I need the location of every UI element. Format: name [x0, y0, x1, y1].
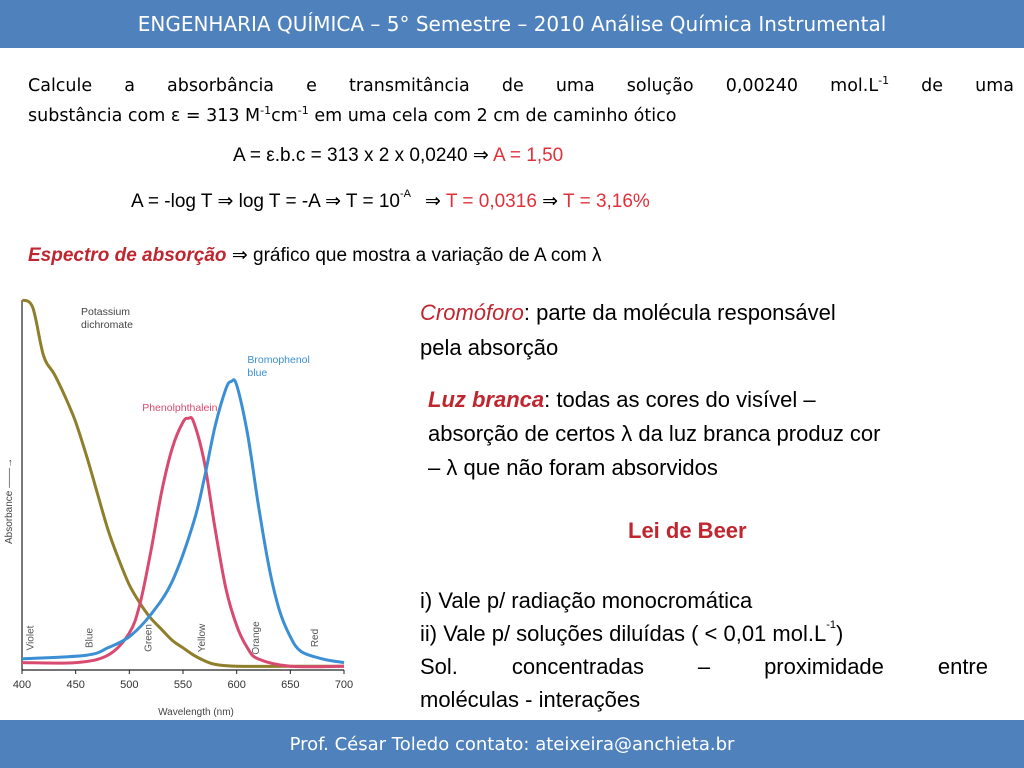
- lambda-symbol: λ: [446, 455, 458, 480]
- beer-item-ii-sup: -1: [826, 619, 836, 631]
- problem-line-1-text: Calcule a absorbância e transmitância de uma solução 0,00240 mol.L: [28, 76, 879, 96]
- eq2-result-2: T = 3,16%: [558, 191, 650, 212]
- cromoforo-term: Cromóforo: [420, 300, 524, 325]
- lambda-symbol: λ: [621, 421, 633, 446]
- implies-arrow-icon: ⇒: [472, 144, 489, 166]
- eq1-result: A = 1,50: [488, 145, 564, 166]
- beer-item-ii-end: ): [835, 621, 844, 646]
- problem-line-1-sup: -1: [878, 74, 890, 87]
- x-tick-label: 700: [334, 679, 354, 691]
- luz-term: Luz branca: [428, 387, 545, 412]
- eq2-pre: A = -log T: [131, 191, 218, 212]
- lei-de-beer-title: Lei de Beer: [628, 518, 747, 543]
- implies-arrow-icon: ⇒: [542, 190, 559, 212]
- luz-line-2-pre: absorção de certos: [428, 421, 622, 446]
- header-title: ENGENHARIA QUÍMICA – 5° Semestre – 2010 Análise Química Instrumental: [137, 12, 887, 36]
- beer-item-ii: [420, 621, 843, 647]
- series-label: Phenolphthalein: [142, 402, 218, 414]
- x-axis-label: Wavelength (nm): [158, 707, 234, 718]
- series-label: Potassium: [81, 305, 131, 318]
- problem-line-1: [28, 76, 1014, 96]
- footer-bar: [0, 720, 1024, 768]
- header-bar: [0, 0, 1024, 48]
- beer-sol-line-2: moléculas - interações: [420, 687, 641, 712]
- unit-cm: cm: [271, 106, 298, 126]
- eq2-mid1: log T = -A: [233, 191, 326, 212]
- eq2-mid2: T = 10: [341, 191, 400, 212]
- problem-line-2-mid: = 313 M: [180, 106, 261, 126]
- lambda-symbol: λ: [592, 245, 602, 266]
- beer-item-i: i) Vale p/ radiação monocromática: [420, 588, 753, 613]
- spectrum-term: Espectro de absorção: [28, 245, 227, 266]
- luz-line-2: [428, 421, 881, 447]
- x-tick-label: 600: [227, 679, 246, 691]
- series-label: dichromate: [81, 318, 133, 331]
- luz-line-3-pre: –: [428, 455, 447, 480]
- series-label: Bromophenol: [247, 353, 310, 366]
- implies-arrow-icon: ⇒: [425, 190, 441, 212]
- color-band-label: Blue: [84, 627, 96, 649]
- cromoforo-line-2: pela absorção: [420, 335, 559, 360]
- color-band-label: Violet: [25, 625, 37, 651]
- unit-sup-1: -1: [260, 104, 272, 117]
- epsilon-symbol: ε: [170, 106, 181, 126]
- color-band-label: Green: [143, 624, 155, 652]
- luz-line-3-post: que não foram absorvidos: [457, 455, 718, 480]
- luz-line-1: [428, 387, 816, 413]
- spectrum-definition: [28, 244, 602, 267]
- luz-desc: : todas as cores do visível –: [544, 387, 816, 412]
- beer-item-ii-text: ii) Vale p/ soluções diluídas ( < 0,01 mol.L: [420, 621, 827, 646]
- footer-text: Prof. César Toledo contato: ateixeira@anchieta.br: [289, 733, 735, 755]
- color-band-label: Orange: [250, 621, 262, 655]
- color-band-label: Yellow: [197, 623, 209, 653]
- equation-absorbance: [233, 144, 563, 167]
- luz-line-2-post: da luz branca produz cor: [632, 421, 881, 446]
- eq2-result-1: T = 0,0316: [440, 191, 543, 212]
- implies-arrow-icon: ⇒: [217, 190, 234, 212]
- equation-transmittance: [131, 190, 650, 213]
- x-tick-label: 450: [66, 679, 85, 691]
- cromoforo-desc: : parte da molécula responsável: [523, 300, 836, 325]
- cromoforo-line-1: [420, 300, 836, 326]
- spectrum-desc: gráfico que mostra a variação de A com: [247, 245, 593, 266]
- implies-arrow-icon: ⇒: [231, 244, 248, 266]
- problem-line-2-text: substância com: [28, 106, 171, 126]
- problem-line-2: [28, 106, 676, 126]
- eq1-epsilon: ε: [266, 145, 275, 166]
- problem-line-2-end: em uma cela com 2 cm de caminho ótico: [308, 106, 677, 126]
- x-tick-label: 650: [281, 679, 300, 691]
- x-tick-label: 550: [173, 679, 193, 691]
- eq1-pre: A =: [233, 145, 267, 166]
- unit-sup-2: -1: [297, 104, 309, 117]
- eq2-exponent: -A: [400, 188, 411, 200]
- beer-sol-line-1: Sol. concentradas – proximidade entre: [420, 654, 988, 679]
- implies-arrow-icon: ⇒: [325, 190, 341, 212]
- luz-line-3: [428, 455, 718, 481]
- x-tick-label: 400: [12, 679, 32, 691]
- x-tick-label: 500: [120, 679, 139, 691]
- series-label: blue: [247, 366, 268, 379]
- eq1-mid: .b.c = 313 x 2 x 0,0240: [274, 145, 473, 166]
- color-band-label: Red: [309, 628, 321, 648]
- y-axis-label: Absorbance ——→: [4, 457, 15, 544]
- absorption-spectrum-chart: [0, 292, 360, 720]
- problem-line-1-end: de uma: [889, 76, 1014, 96]
